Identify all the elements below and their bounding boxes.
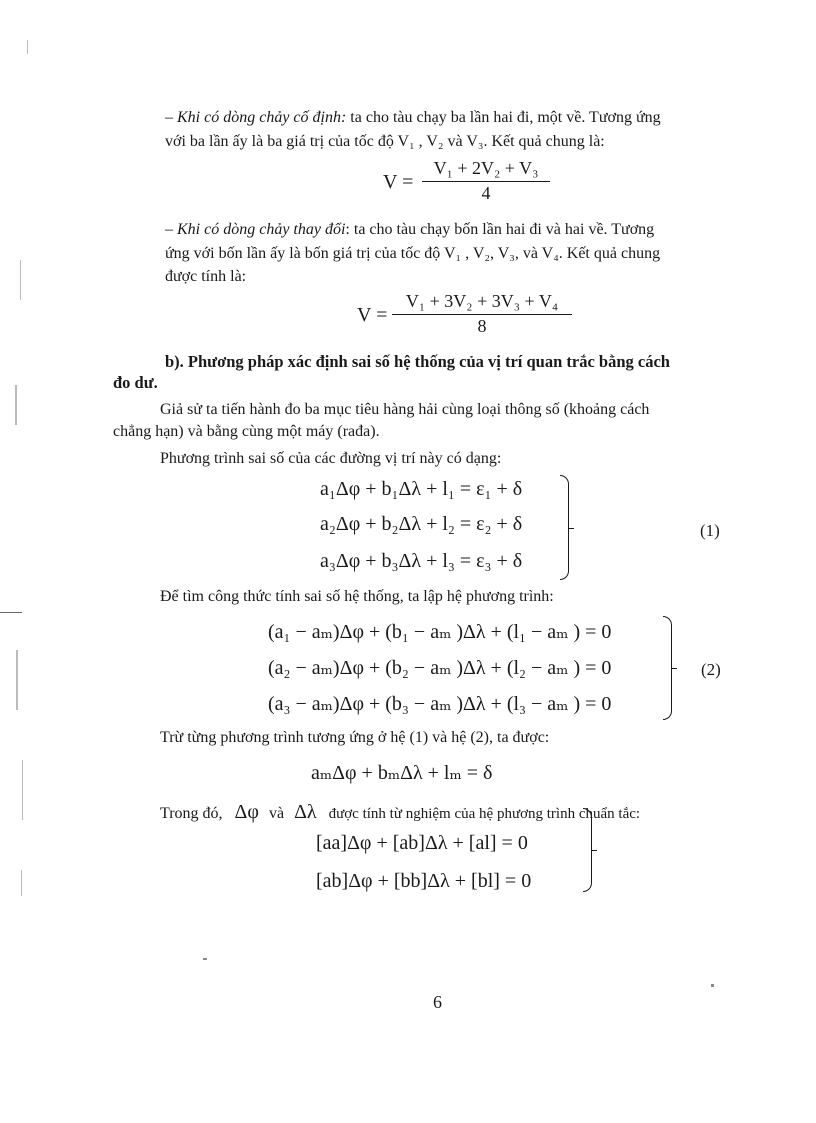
where-symbol-delta-phi: Δφ bbox=[234, 801, 259, 823]
assume-line-1: Giả sử ta tiến hành đo ba mục tiêu hàng hải cùng loại thông số (khoảng cách bbox=[160, 401, 650, 418]
variable-flow-line-2: ứng với bốn lần ấy là bốn giá trị của tốc độ V₁ , V₂, V₃, và V₄. Kết quả chung bbox=[165, 245, 661, 262]
fixed-flow-line-1 bbox=[165, 107, 661, 129]
fixed-flow-lead: – Khi có dòng chảy cố định: bbox=[165, 109, 347, 126]
section-b-heading-line-2: đo dư. bbox=[113, 373, 158, 392]
formula-v3-denominator: 4 bbox=[481, 183, 491, 203]
fixed-flow-line-1-rest: ta cho tàu chạy ba lần hai đi, một về. Tương ứng bbox=[346, 109, 661, 126]
subtract-intro: Trừ từng phương trình tương ứng ở hệ (1) và hệ (2), ta được: bbox=[160, 729, 550, 746]
where-line bbox=[160, 801, 640, 825]
system1-equation-3: a₃Δφ + b₃Δλ + l₃ = ε₃ + δ bbox=[320, 550, 523, 572]
find-formula-intro: Để tìm công thức tính sai số hệ thống, ta lập hệ phương trình: bbox=[160, 588, 554, 605]
where-prefix: Trong đó, bbox=[160, 805, 223, 822]
variable-flow-line-1 bbox=[165, 219, 654, 241]
formula-v4-denominator: 8 bbox=[477, 316, 487, 336]
system2-equation-2: (a₂ − aₘ)Δφ + (b₂ − aₘ )Δλ + (l₂ − aₘ ) = 0 bbox=[268, 657, 612, 679]
system3-equation-2: [ab]Δφ + [bb]Δλ + [bl] = 0 bbox=[316, 870, 532, 892]
where-suffix: được tính từ nghiệm của hệ phương trình chuẩn tắc: bbox=[328, 806, 641, 822]
variable-flow-line-1-rest: : ta cho tàu chạy bốn lần hai đi và hai về. Tương bbox=[345, 221, 655, 238]
section-b-heading-line-1: b). Phương pháp xác định sai số hệ thống của vị trí quan trắc bằng cách bbox=[165, 352, 670, 371]
system2-label: (2) bbox=[701, 660, 721, 679]
variable-flow-line-3: được tính là: bbox=[165, 268, 247, 285]
assume-line-2: chẳng hạn) và bằng cùng một máy (rađa). bbox=[113, 423, 380, 440]
variable-flow-lead: – Khi có dòng chảy thay đổi bbox=[165, 221, 346, 238]
system1-label: (1) bbox=[700, 521, 720, 540]
formula-v3-fraction bbox=[422, 158, 550, 204]
formula-v3-numerator: V₁ + 2V₂ + V₃ bbox=[422, 158, 550, 182]
formula-v4-fraction bbox=[392, 291, 572, 337]
system1-brace bbox=[560, 475, 569, 580]
formula-v3-lhs: V = bbox=[383, 171, 414, 193]
page-number: 6 bbox=[433, 992, 442, 1012]
result-equation: aₘΔφ + bₘΔλ + lₘ = δ bbox=[311, 762, 493, 784]
system1-equation-1: a₁Δφ + b₁Δλ + l₁ = ε₁ + δ bbox=[320, 478, 523, 500]
error-equation-intro: Phương trình sai số của các đường vị trí này có dạng: bbox=[160, 450, 502, 467]
system2-equation-3: (a₃ − aₘ)Δφ + (b₃ − aₘ )Δλ + (l₃ − aₘ ) = 0 bbox=[268, 693, 612, 715]
where-symbol-delta-lambda: Δλ bbox=[294, 801, 317, 823]
system3-brace bbox=[583, 808, 592, 892]
system1-equation-2: a₂Δφ + b₂Δλ + l₂ = ε₂ + δ bbox=[320, 513, 523, 535]
system2-brace bbox=[663, 616, 672, 720]
formula-v4-numerator: V₁ + 3V₂ + 3V₃ + V₄ bbox=[392, 291, 572, 315]
where-and: và bbox=[268, 805, 285, 822]
formula-v4-lhs: V = bbox=[357, 304, 388, 326]
system2-equation-1: (a₁ − aₘ)Δφ + (b₁ − aₘ )Δλ + (l₁ − aₘ ) = 0 bbox=[268, 621, 612, 643]
fixed-flow-line-2: với ba lần ấy là ba giá trị của tốc độ V₁ , V₂ và V₃. Kết quả chung là: bbox=[165, 133, 605, 150]
system3-equation-1: [aa]Δφ + [ab]Δλ + [al] = 0 bbox=[316, 832, 528, 854]
